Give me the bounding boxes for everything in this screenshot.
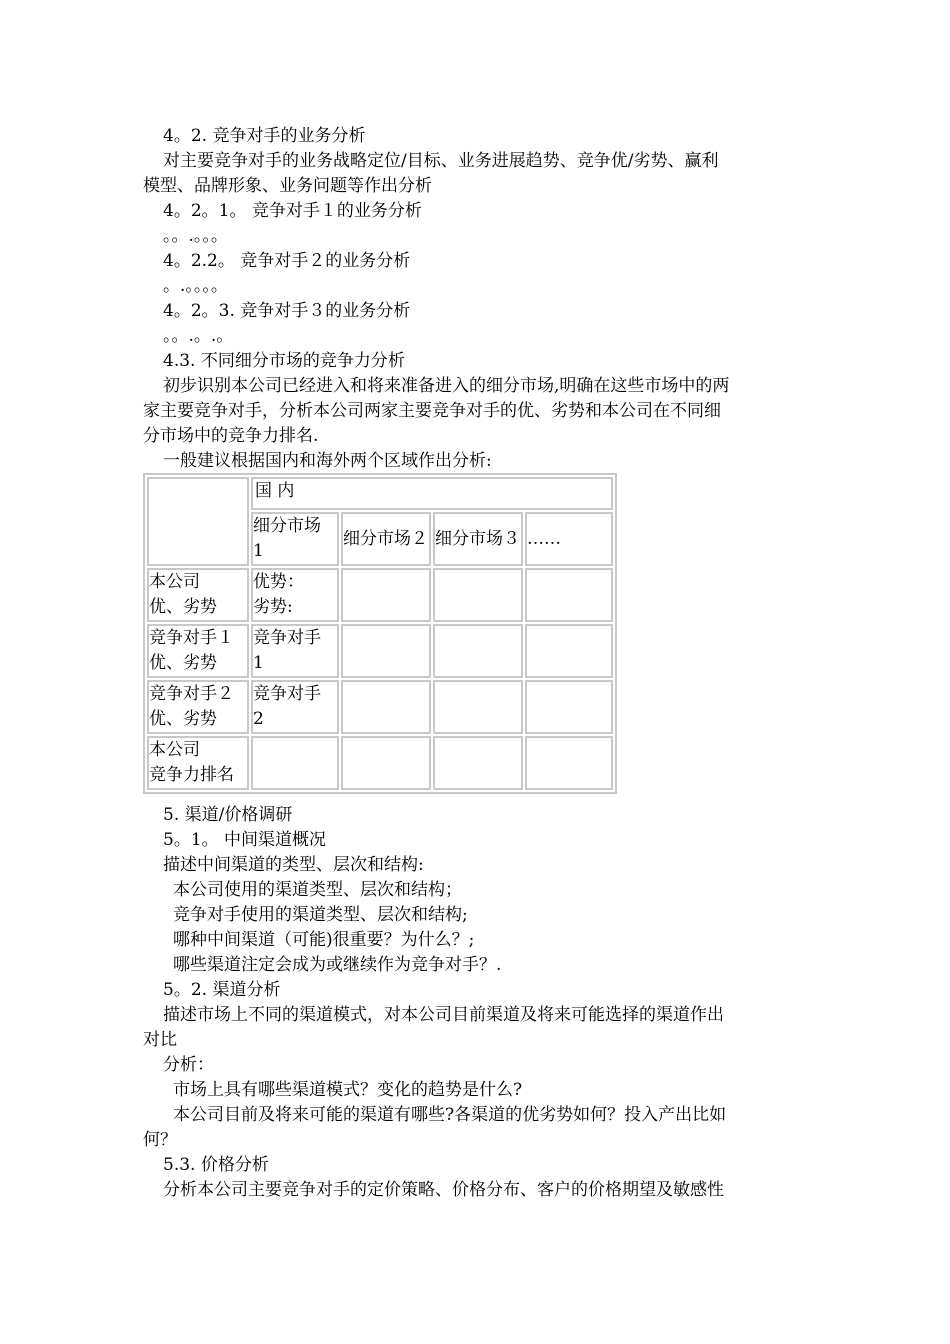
paragraph-line: 分析： bbox=[163, 1055, 214, 1075]
list-item: 本公司目前及将来可能的渠道有哪些?各渠道的优劣势如何？投入产出比如 bbox=[173, 1105, 727, 1125]
table-header-domestic bbox=[251, 477, 613, 510]
row-label bbox=[147, 568, 249, 622]
row-label-line: 优、劣势 bbox=[149, 597, 217, 617]
row-label-line: 优、劣势 bbox=[149, 653, 217, 673]
row-label-line: 竞争力排名 bbox=[149, 765, 234, 785]
ellipsis-line: 。.。。。。 bbox=[163, 276, 228, 296]
table-cell bbox=[341, 680, 431, 734]
cell-line: 优势： bbox=[253, 572, 304, 592]
ellipsis-line: 。。.。。。 bbox=[163, 226, 228, 246]
row-label bbox=[147, 680, 249, 734]
competitiveness-table bbox=[143, 473, 617, 794]
table-cell bbox=[525, 680, 613, 734]
cell-line: 2 bbox=[253, 709, 264, 729]
row-label bbox=[147, 624, 249, 678]
table-row bbox=[147, 680, 613, 734]
table-cell bbox=[251, 624, 339, 678]
paragraph-line: 分市场中的竞争力排名. bbox=[143, 426, 319, 446]
table-cell bbox=[251, 736, 339, 790]
table-cell bbox=[433, 568, 523, 622]
cell-line: 1 bbox=[253, 653, 264, 673]
table-row bbox=[147, 736, 613, 790]
heading-4-2-2: 4。2.2。 竞争对手２的业务分析 bbox=[163, 251, 411, 271]
paragraph-line: 分析本公司主要竞争对手的定价策略、价格分布、客户的价格期望及敏感性 bbox=[163, 1180, 724, 1200]
table-cell bbox=[341, 568, 431, 622]
list-item: 哪种中间渠道（可能)很重要？为什么？; bbox=[173, 930, 475, 950]
list-item: 本公司使用的渠道类型、层次和结构； bbox=[173, 880, 462, 900]
table-header-segment-2: 细分市场２ bbox=[341, 512, 431, 566]
row-label bbox=[147, 736, 249, 790]
table-cell bbox=[525, 736, 613, 790]
table-row bbox=[147, 624, 613, 678]
paragraph-line: 一般建议根据国内和海外两个区域作出分析: bbox=[163, 451, 492, 471]
table-corner-cell bbox=[147, 477, 249, 566]
cell-line: 劣势: bbox=[253, 597, 293, 617]
heading-5-3: 5.3. 价格分析 bbox=[163, 1155, 269, 1175]
heading-4-2: 4。2. 竞争对手的业务分析 bbox=[163, 126, 366, 146]
heading-5-1: 5。1。 中间渠道概况 bbox=[163, 830, 327, 850]
row-label-line: 竞争对手２ bbox=[149, 684, 234, 704]
heading-5: 5. 渠道/价格调研 bbox=[163, 805, 293, 825]
paragraph-line: 初步识别本公司已经进入和将来准备进入的细分市场,明确在这些市场中的两 bbox=[163, 376, 730, 396]
header-domestic-text: 国 内 bbox=[255, 481, 295, 501]
row-label-line: 本公司 bbox=[149, 740, 200, 760]
table-header-segment-more: …… bbox=[525, 512, 613, 566]
table-cell bbox=[525, 624, 613, 678]
heading-4-2-3: 4。2。3. 竞争对手３的业务分析 bbox=[163, 301, 411, 321]
heading-5-2: 5。2. 渠道分析 bbox=[163, 980, 281, 1000]
list-item: 哪些渠道注定会成为或继续作为竞争对手？. bbox=[173, 955, 502, 975]
paragraph-line: 描述中间渠道的类型、层次和结构: bbox=[163, 855, 424, 875]
paragraph-line: 家主要竞争对手，分析本公司两家主要竞争对手的优、劣势和本公司在不同细 bbox=[143, 401, 721, 421]
cell-line: 竞争对手 bbox=[253, 628, 321, 648]
segment-1-label: 细分市场 bbox=[253, 516, 321, 536]
paragraph-line: 模型、品牌形象、业务问题等作出分析 bbox=[143, 176, 432, 196]
segment-1-number: 1 bbox=[253, 541, 264, 561]
list-item: 竞争对手使用的渠道类型、层次和结构; bbox=[173, 905, 468, 925]
heading-4-3: 4.3. 不同细分市场的竞争力分析 bbox=[163, 351, 405, 371]
table-cell bbox=[433, 736, 523, 790]
cell-line: 竞争对手 bbox=[253, 684, 321, 704]
heading-4-2-1: 4。2。1。 竞争对手１的业务分析 bbox=[163, 201, 422, 221]
table-cell bbox=[341, 624, 431, 678]
table-cell bbox=[251, 568, 339, 622]
row-label-line: 竞争对手１ bbox=[149, 628, 234, 648]
table-cell bbox=[433, 680, 523, 734]
row-label-line: 本公司 bbox=[149, 572, 200, 592]
paragraph-line: 描述市场上不同的渠道模式，对本公司目前渠道及将来可能选择的渠道作出 bbox=[163, 1005, 724, 1025]
list-item: 市场上具有哪些渠道模式？变化的趋势是什么? bbox=[173, 1080, 523, 1100]
paragraph-line: 对比 bbox=[143, 1030, 177, 1050]
table-cell bbox=[251, 680, 339, 734]
ellipsis-line: 。。.。.。 bbox=[163, 326, 234, 346]
paragraph-line: 何？ bbox=[143, 1130, 177, 1150]
paragraph-line: 对主要竞争对手的业务战略定位/目标、业务进展趋势、竞争优/劣势、赢利 bbox=[163, 151, 719, 171]
table-row bbox=[147, 568, 613, 622]
table-header-segment-1 bbox=[251, 512, 339, 566]
row-label-line: 优、劣势 bbox=[149, 709, 217, 729]
table-header-segment-3: 细分市场３ bbox=[433, 512, 523, 566]
table-cell bbox=[433, 624, 523, 678]
table-cell bbox=[341, 736, 431, 790]
table-cell bbox=[525, 568, 613, 622]
